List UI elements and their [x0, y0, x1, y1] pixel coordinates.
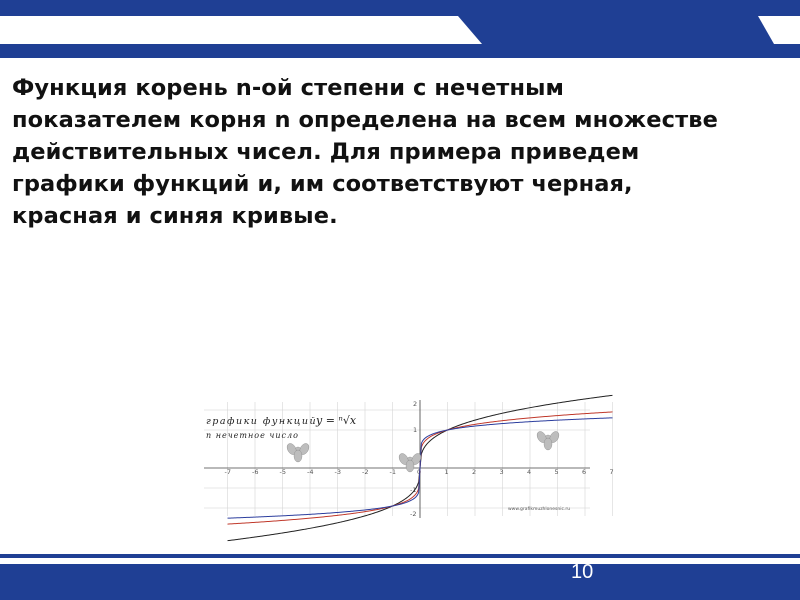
graph-formula: y = ⁿ√x: [316, 414, 357, 427]
graph-subcaption: n нечетное число: [206, 431, 299, 440]
paragraph-line: действительных чисел. Для примера приведем: [12, 139, 640, 165]
x-tick-label: -1: [389, 468, 396, 476]
paragraph-line: показателем корня n определена на всем множестве: [12, 107, 718, 133]
x-tick-label: -6: [252, 468, 259, 476]
watermark: www.grafikmuzhlonesnic.ru: [508, 507, 571, 512]
x-tick-label: -3: [334, 468, 341, 476]
bottom-banner: [0, 554, 800, 600]
top-banner: [0, 0, 800, 58]
x-tick-label: 1: [444, 468, 449, 476]
x-tick-label: 4: [527, 468, 532, 476]
x-tick-label: 5: [554, 468, 559, 476]
x-tick-label: -5: [279, 468, 286, 476]
paragraph-line: Функция корень n-ой степени с нечетным: [12, 75, 565, 101]
x-tick-label: 0: [417, 468, 422, 476]
x-tick-label: -2: [362, 468, 369, 476]
y-tick-label: -2: [410, 510, 417, 518]
function-graph-image: [200, 398, 614, 520]
slide-paragraph: [12, 72, 772, 232]
paragraph-line: графики функций и, им соответствуют черная,: [12, 171, 633, 197]
x-tick-label: -4: [307, 468, 314, 476]
x-tick-label: 3: [499, 468, 504, 476]
x-tick-label: 7: [609, 468, 614, 476]
graph-caption: графики функций: [206, 416, 318, 427]
y-tick-label: 1: [413, 426, 418, 434]
x-tick-label: 2: [472, 468, 477, 476]
x-tick-label: 6: [582, 468, 587, 476]
page-number: 10: [571, 561, 594, 583]
paragraph-line: красная и синяя кривые.: [12, 203, 338, 229]
x-tick-label: -7: [224, 468, 231, 476]
y-tick-label: -1: [410, 486, 417, 494]
y-tick-label: 2: [413, 400, 418, 408]
